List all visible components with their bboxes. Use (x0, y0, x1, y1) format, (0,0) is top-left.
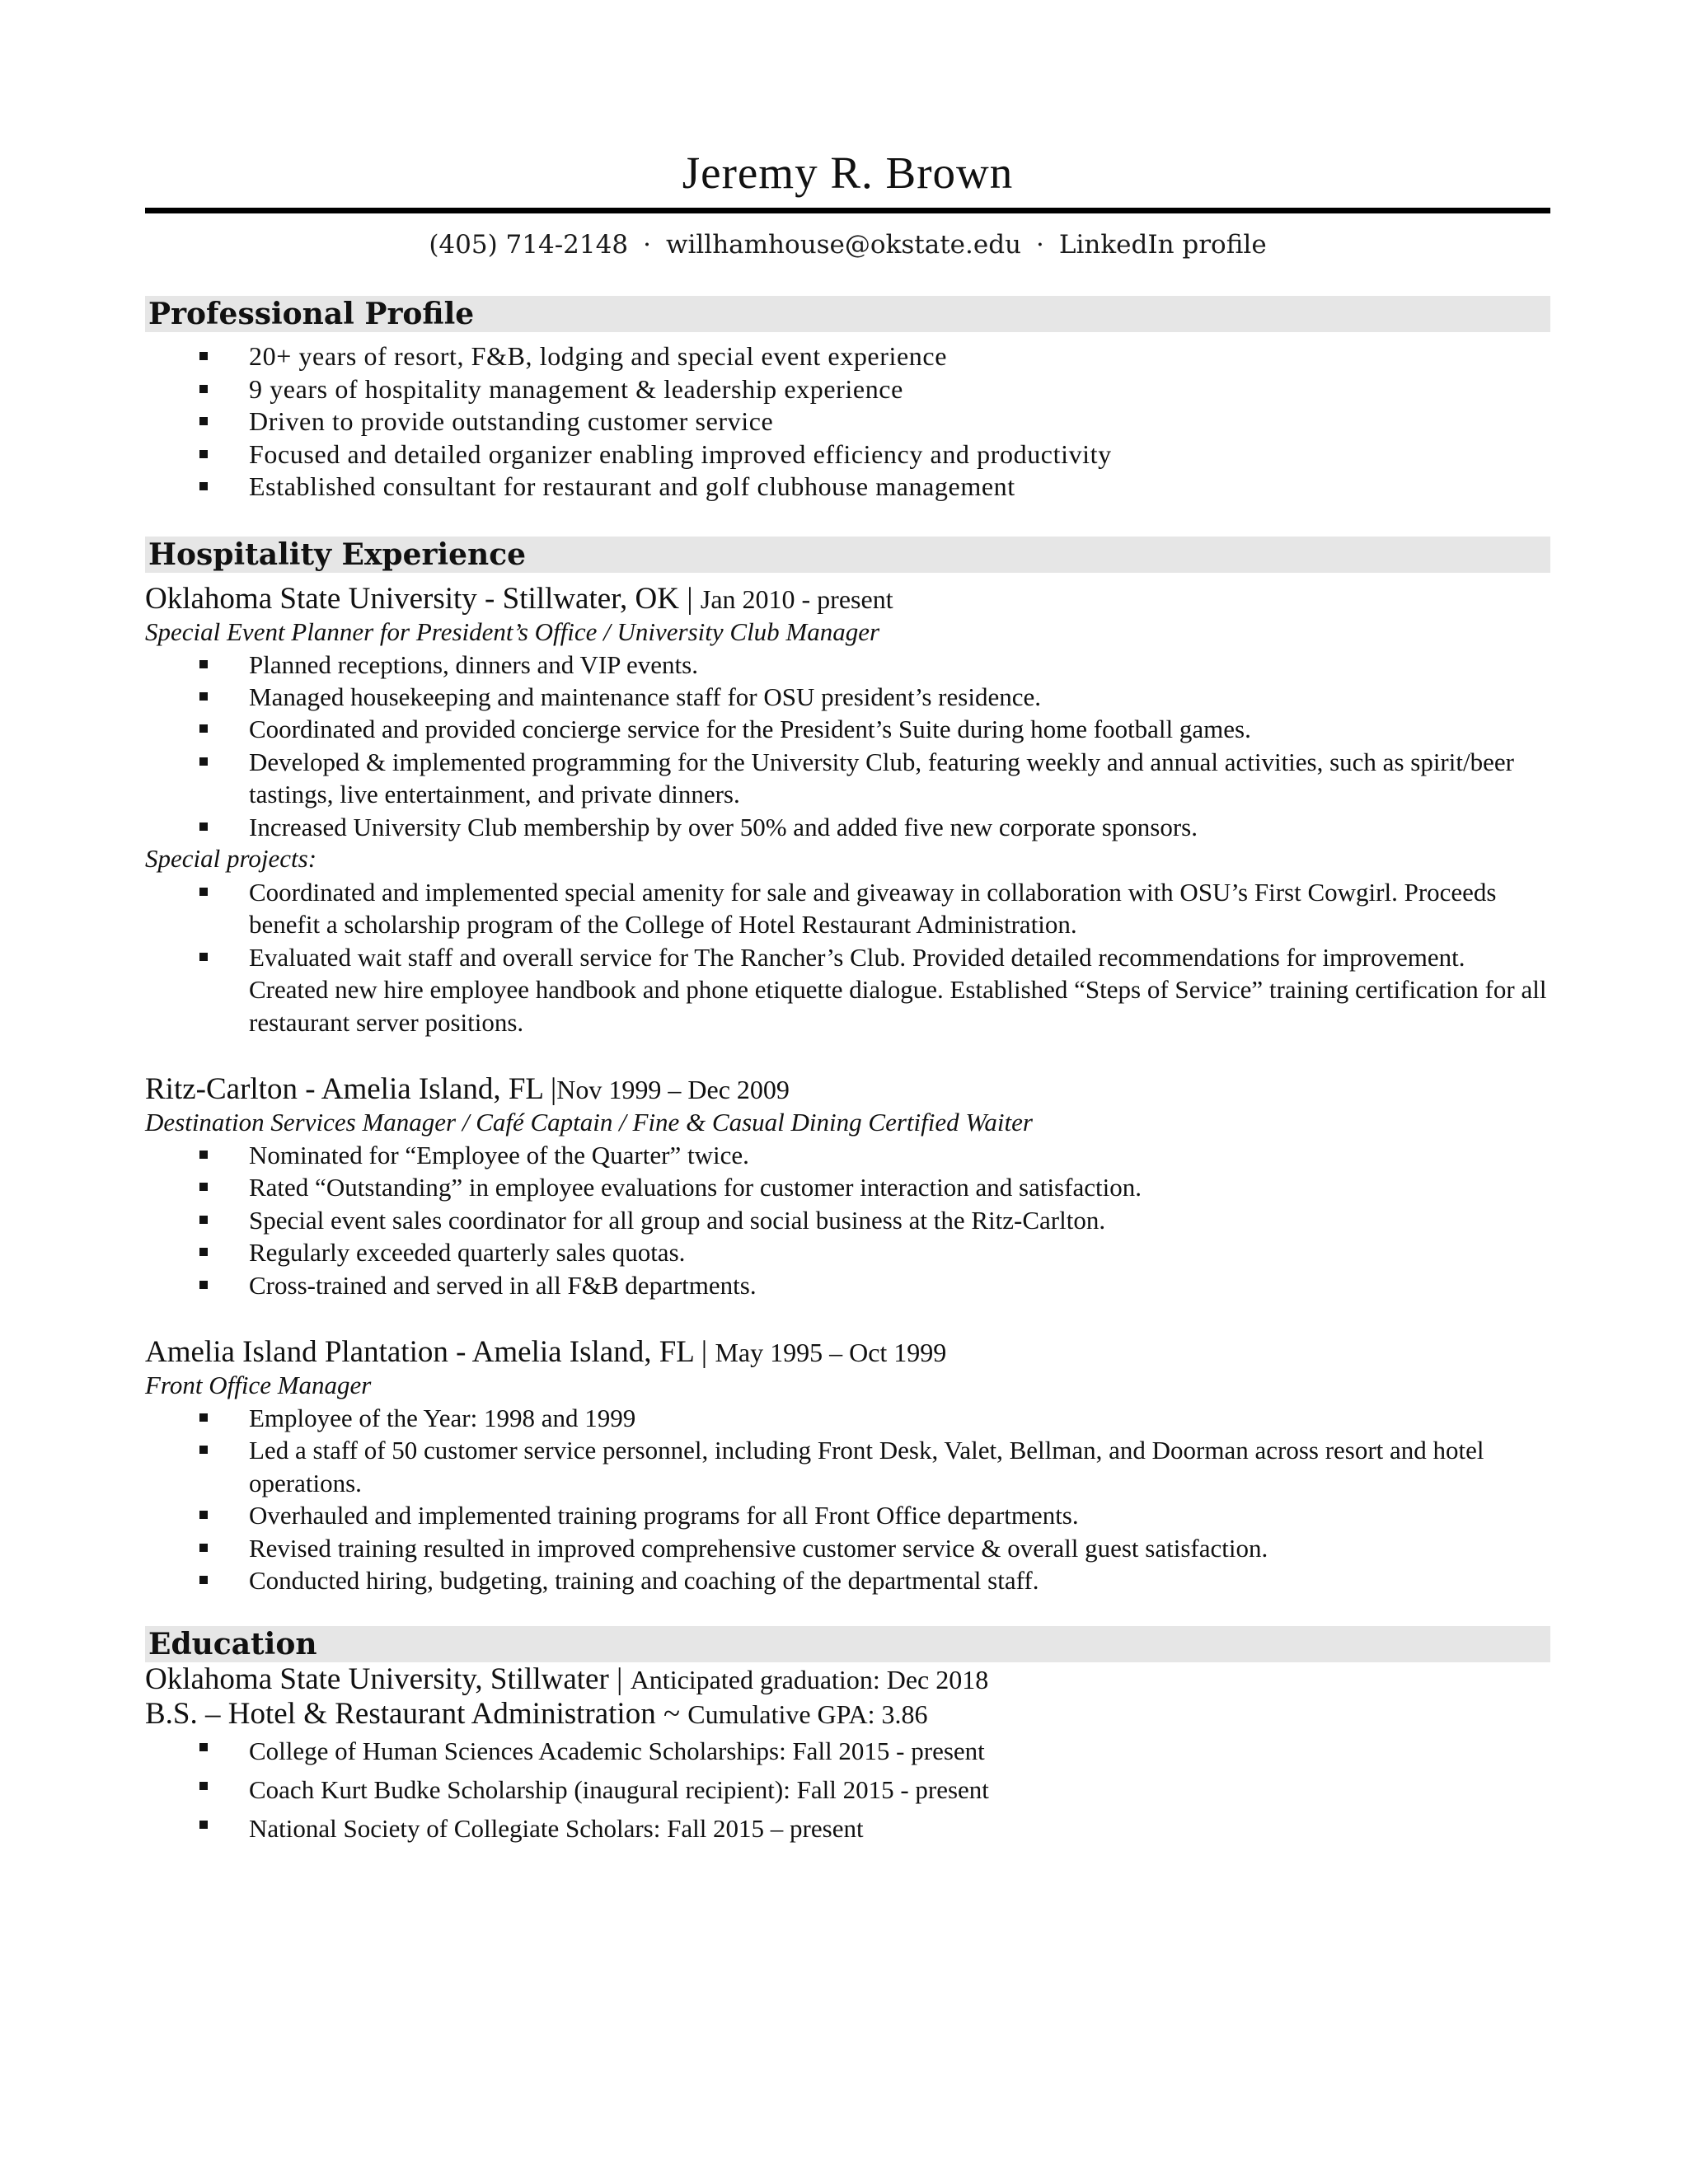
education-degree-line (145, 1697, 1550, 1732)
special-projects-label: Special projects: (145, 843, 317, 873)
education-school-line (145, 1662, 1550, 1697)
job-duties-list (145, 1139, 1550, 1301)
job-dates: Jan 2010 - present (700, 583, 893, 614)
profile-list (145, 340, 1550, 504)
section-heading-education: Education (145, 1626, 1550, 1662)
graduation-date: Anticipated graduation: Dec 2018 (630, 1665, 989, 1695)
list-item: Special event sales coordinator for all group and social business at the Ritz-Carlton. (145, 1204, 1550, 1236)
list-item: Conducted hiring, budgeting, training and coaching of the departmental staff. (145, 1564, 1550, 1596)
list-item: 9 years of hospitality management & leadership experience (145, 373, 1550, 406)
list-item: Coordinated and provided concierge service for the President’s Suite during home football games. (145, 713, 1550, 745)
job-heading (145, 1334, 1550, 1371)
list-item: Coordinated and implemented special amenity for sale and giveaway in collaboration with OSU’s First Cowgirl. Proceeds benefit a scholarship program of the College of Hotel Restaurant Administration. (145, 876, 1550, 941)
resume-content (145, 145, 1550, 1848)
employer: Ritz-Carlton - Amelia Island, FL | (145, 1071, 557, 1106)
list-item: Cross-trained and served in all F&B departments. (145, 1269, 1550, 1301)
list-item: College of Human Sciences Academic Scholarships: Fall 2015 - present (145, 1732, 1550, 1770)
job-heading (145, 581, 1550, 617)
job-dates: May 1995 – Oct 1999 (715, 1338, 947, 1367)
linkedin-link[interactable]: LinkedIn profile (1058, 230, 1267, 260)
list-item: Driven to provide outstanding customer service (145, 405, 1550, 438)
list-item: Planned receptions, dinners and VIP events. (145, 649, 1550, 681)
contact-line (145, 228, 1550, 261)
list-item: Regularly exceeded quarterly sales quotas. (145, 1236, 1550, 1268)
phone-number: (405) 714-2148 (429, 230, 629, 260)
special-projects-list (145, 876, 1550, 1038)
list-item: Coach Kurt Budke Scholarship (inaugural recipient): Fall 2015 - present (145, 1770, 1550, 1809)
job-title: Special Event Planner for President’s Office / University Club Manager (145, 616, 880, 646)
candidate-name: Jeremy R. Brown (682, 148, 1014, 198)
section-heading-profile: Professional Profile (145, 296, 1550, 332)
list-item: National Society of Collegiate Scholars: Fall 2015 – present (145, 1809, 1550, 1848)
contact-separator: · (1036, 230, 1044, 260)
list-item: Developed & implemented programming for the University Club, featuring weekly and annual activities, such as spirit/beer tastings, live entertainment, and private dinners. (145, 746, 1550, 811)
header-rule (145, 208, 1550, 213)
list-item: Focused and detailed organizer enabling improved efficiency and productivity (145, 438, 1550, 471)
job-duties-list (145, 649, 1550, 843)
list-item: Revised training resulted in improved comprehensive customer service & overall guest satisfaction. (145, 1532, 1550, 1564)
list-item: Overhauled and implemented training programs for all Front Office departments. (145, 1499, 1550, 1531)
list-item: Managed housekeeping and maintenance staff for OSU president’s residence. (145, 681, 1550, 713)
job-title: Destination Services Manager / Café Captain / Fine & Casual Dining Certified Waiter (145, 1107, 1033, 1137)
degree: B.S. – Hotel & Restaurant Administration ~ (145, 1697, 680, 1732)
education-honors-list (145, 1732, 1550, 1848)
job-title: Front Office Manager (145, 1371, 372, 1399)
school-name: Oklahoma State University, Stillwater | (145, 1662, 623, 1697)
list-item: Employee of the Year: 1998 and 1999 (145, 1402, 1550, 1434)
list-item: Increased University Club membership by over 50% and added five new corporate sponsors. (145, 811, 1550, 843)
employer: Oklahoma State University - Stillwater, OK | (145, 581, 693, 616)
section-heading-experience: Hospitality Experience (145, 537, 1550, 573)
list-item: Nominated for “Employee of the Quarter” twice. (145, 1139, 1550, 1171)
job-dates: Nov 1999 – Dec 2009 (556, 1074, 790, 1104)
list-item: Led a staff of 50 customer service personnel, including Front Desk, Valet, Bellman, and Doorman across resort and hotel operations. (145, 1434, 1550, 1499)
employer: Amelia Island Plantation - Amelia Island, FL | (145, 1335, 708, 1369)
list-item: 20+ years of resort, F&B, lodging and special event experience (145, 340, 1550, 373)
contact-separator: · (643, 230, 651, 260)
list-item: Rated “Outstanding” in employee evaluations for customer interaction and satisfaction. (145, 1171, 1550, 1203)
list-item: Evaluated wait staff and overall service for The Rancher’s Club. Provided detailed recommendations for improvement. Created new hire employee handbook and phone etiquette dialogue. Established “Steps of Service” training certification for all restaurant server positions. (145, 941, 1550, 1038)
list-item: Established consultant for restaurant and golf clubhouse management (145, 471, 1550, 504)
job-heading (145, 1071, 1550, 1108)
job-duties-list (145, 1402, 1550, 1596)
gpa: Cumulative GPA: 3.86 (687, 1699, 928, 1730)
email-address[interactable]: willhamhouse@okstate.edu (665, 230, 1022, 260)
